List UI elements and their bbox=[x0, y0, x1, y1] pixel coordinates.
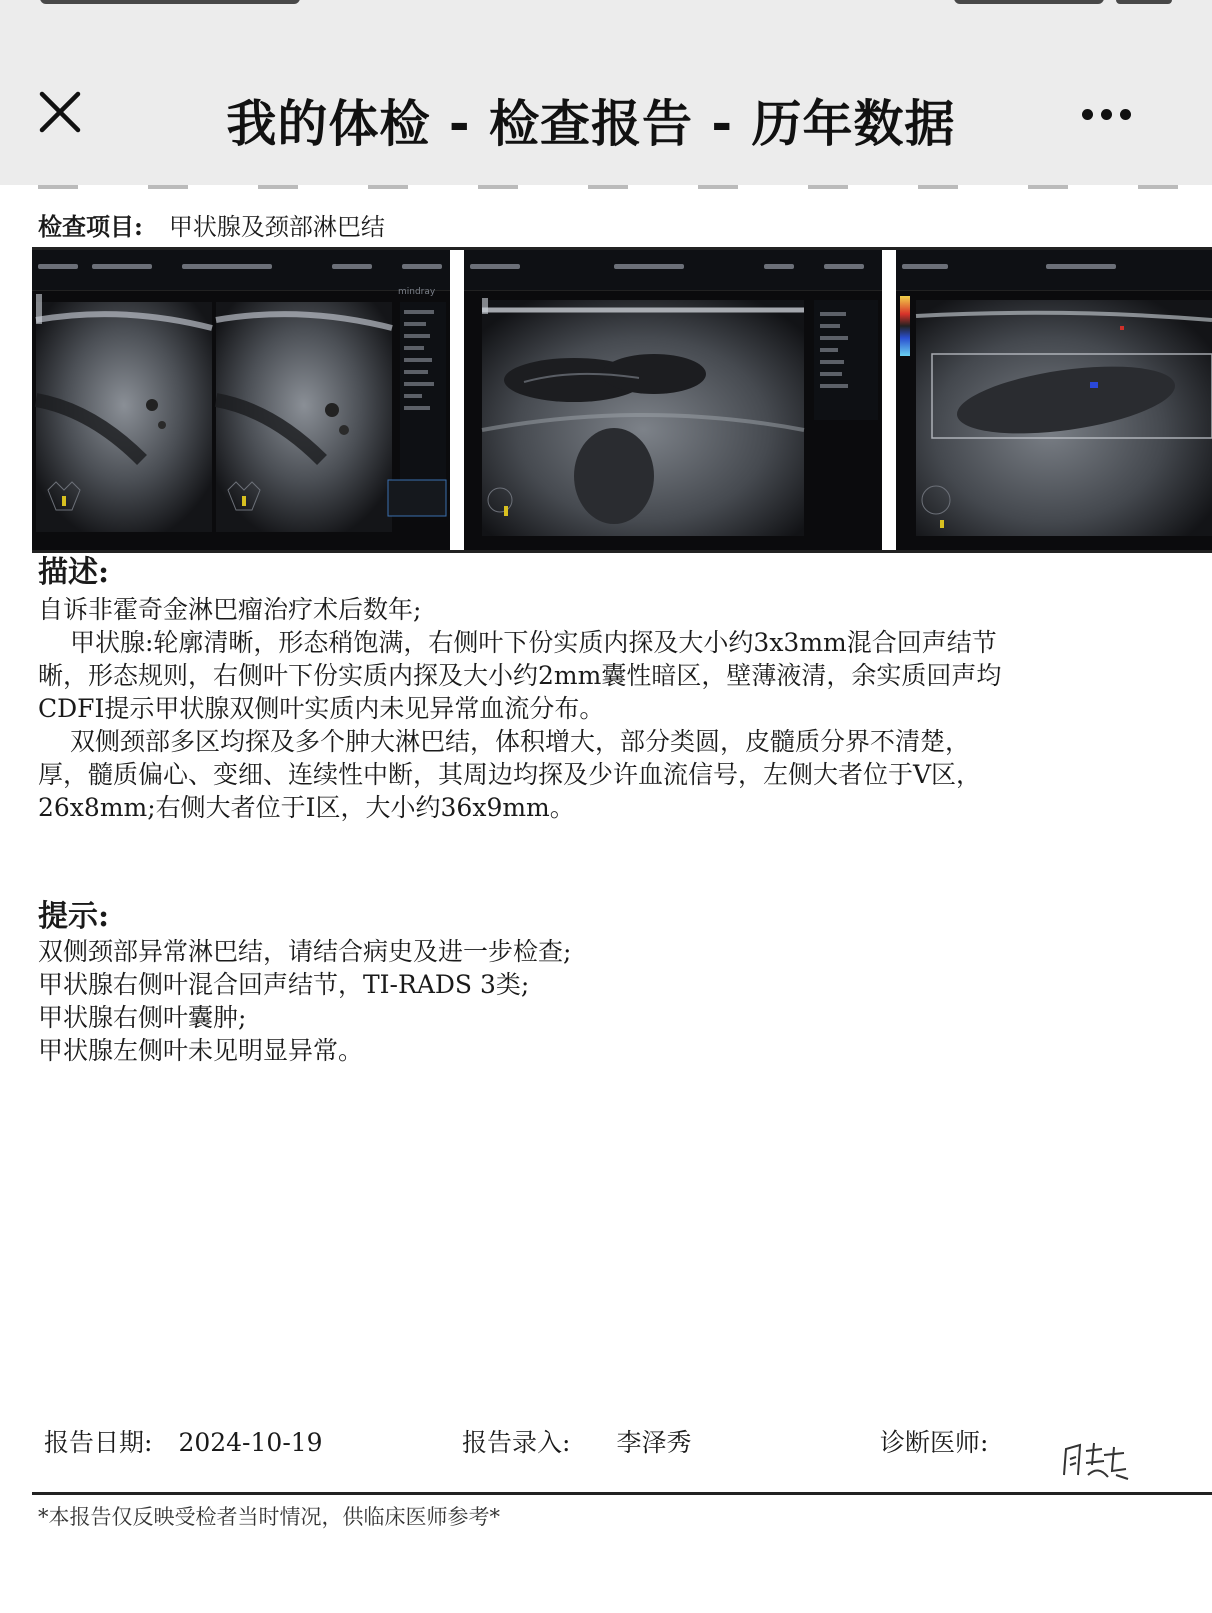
ultrasound-image-strip bbox=[32, 247, 1212, 553]
more-dot bbox=[1120, 109, 1131, 120]
report-entry-label: 报告录入: bbox=[462, 1428, 571, 1457]
more-button[interactable] bbox=[1082, 100, 1152, 130]
disclaimer-text: *本报告仅反映受检者当时情况，供临床医师参考* bbox=[38, 1505, 500, 1529]
ultrasound-image-cdfi[interactable] bbox=[896, 250, 1212, 550]
conclusion-line: 甲状腺左侧叶未见明显异常。 bbox=[38, 1036, 364, 1065]
footer-divider bbox=[32, 1492, 1212, 1495]
image-brand-label: mindray bbox=[398, 287, 436, 297]
conclusion-line: 双侧颈部异常淋巴结，请结合病史及进一步检查; bbox=[38, 937, 572, 966]
conclusion-heading: 提示: bbox=[38, 899, 110, 934]
image-gap bbox=[450, 250, 464, 550]
report-entry-value: 李泽秀 bbox=[616, 1428, 692, 1457]
description-line: 晰，形态规则，右侧叶下份实质内探及大小约2mm囊性暗区，壁薄液清，余实质回声均 bbox=[38, 661, 1002, 690]
report-entry bbox=[462, 1423, 691, 1459]
report-document bbox=[0, 185, 1212, 1613]
ultrasound-image-thyroid-dual[interactable] bbox=[32, 250, 450, 550]
exam-item-value: 甲状腺及颈部淋巴结 bbox=[168, 213, 385, 241]
conclusion-text bbox=[38, 935, 1212, 1067]
description-line: 厚，髓质偏心、变细、连续性中断，其周边均探及少许血流信号，左侧大者位于V区， bbox=[38, 760, 982, 789]
exam-item-label: 检查项目: bbox=[38, 212, 143, 241]
conclusion-line: 甲状腺右侧叶囊肿; bbox=[38, 1003, 247, 1032]
report-date bbox=[44, 1423, 323, 1459]
report-date-label: 报告日期: bbox=[44, 1428, 153, 1457]
page-title: 我的体检 - 检查报告 - 历年数据 bbox=[226, 95, 956, 153]
conclusion-line: 甲状腺右侧叶混合回声结节，TI-RADS 3类; bbox=[38, 970, 530, 999]
status-bar bbox=[0, 0, 1212, 28]
description-heading: 描述: bbox=[38, 555, 110, 590]
description-line: 甲状腺:轮廓清晰，形态稍饱满，右侧叶下份实质内探及大小约3x3mm混合回声结节 bbox=[70, 628, 997, 657]
more-dot bbox=[1101, 109, 1112, 120]
description-line: 26x8mm;右侧大者位于I区，大小约36x9mm。 bbox=[38, 793, 575, 822]
doctor-signature bbox=[1058, 1435, 1132, 1483]
description-line: 自诉非霍奇金淋巴瘤治疗术后数年; bbox=[38, 595, 422, 624]
more-dots-icon bbox=[1082, 109, 1093, 120]
exam-item-row bbox=[38, 207, 385, 242]
nav-bar bbox=[0, 28, 1212, 185]
battery-icon bbox=[1116, 0, 1172, 4]
description-line: 双侧颈部多区均探及多个肿大淋巴结，体积增大，部分类圆，皮髓质分界不清楚， bbox=[70, 727, 971, 756]
ultrasound-image-lymph-node[interactable] bbox=[464, 250, 882, 550]
cropped-text-line bbox=[38, 185, 1198, 189]
report-date-value: 2024-10-19 bbox=[178, 1428, 323, 1457]
status-signal-icons bbox=[954, 0, 1104, 4]
description-line: CDFI提示甲状腺双侧叶实质内未见异常血流分布。 bbox=[38, 694, 605, 723]
close-icon bbox=[34, 86, 86, 138]
diagnosing-doctor bbox=[880, 1423, 988, 1459]
diagnosing-doctor-label: 诊断医师: bbox=[880, 1428, 989, 1457]
status-time bbox=[40, 0, 300, 4]
image-gap bbox=[882, 250, 896, 550]
description-text bbox=[38, 593, 1212, 824]
close-button[interactable] bbox=[34, 86, 86, 138]
